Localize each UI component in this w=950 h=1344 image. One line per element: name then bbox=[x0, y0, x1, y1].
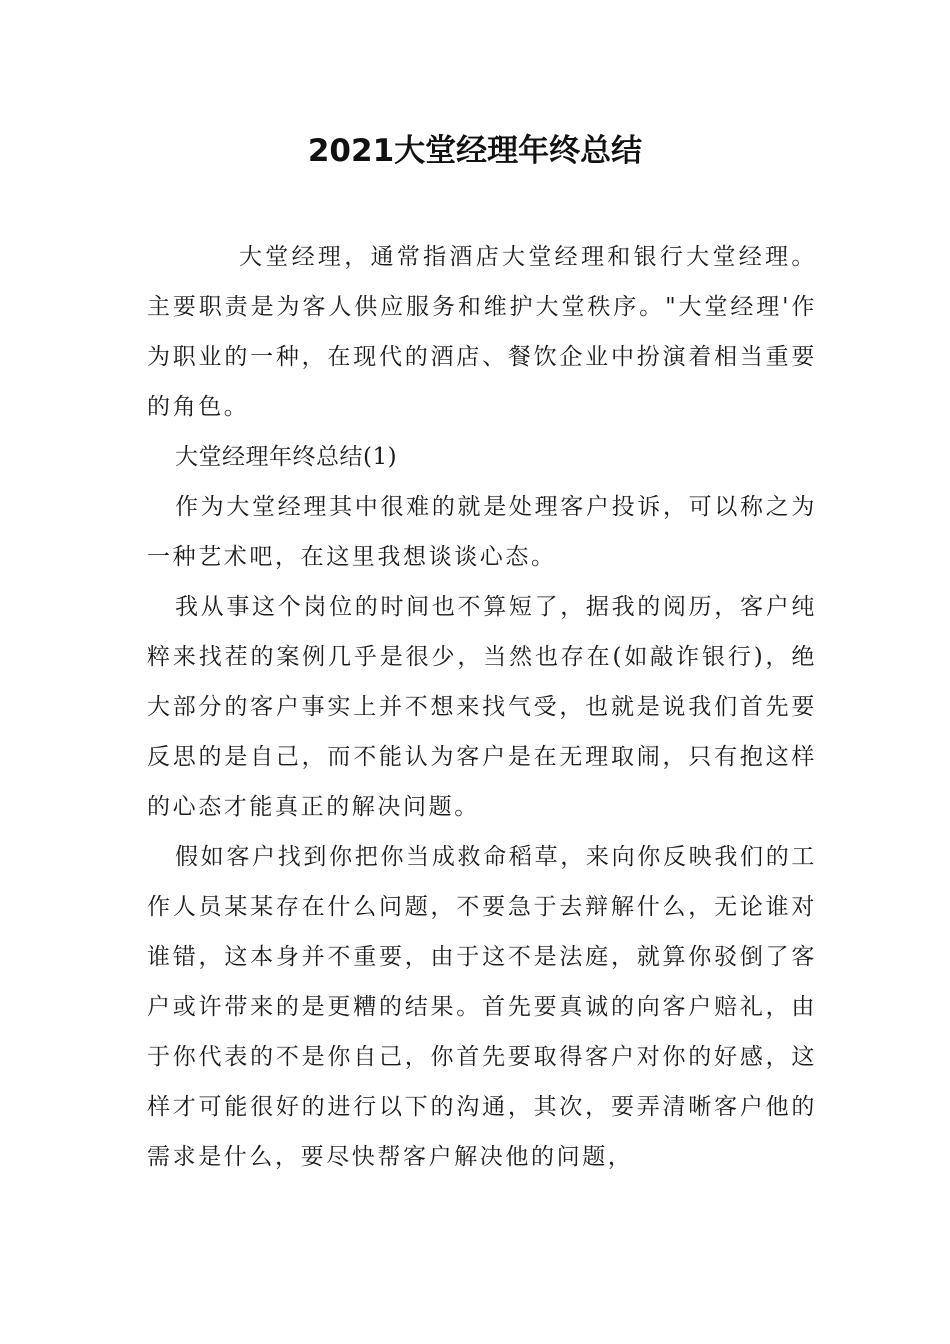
document-body bbox=[147, 232, 817, 1182]
section-heading: 大堂经理年终总结(1) bbox=[175, 444, 398, 470]
body-paragraph: 作为大堂经理其中很难的就是处理客户投诉，可以称之为一种艺术吧，在这里我想谈谈心态。 bbox=[147, 494, 817, 570]
body-paragraph: 假如客户找到你把你当成救命稻草，来向你反映我们的工作人员某某存在什么问题，不要急于去辩解什么，无论谁对谁错，这本身并不重要，由于这不是法庭，就算你驳倒了客户或许带来的是更糟的结果。首先要真诚的向客户赔礼，由于你代表的不是你自己，你首先要取得客户对你的好感，这样才可能很好的进行以下的沟通，其次，要弄清晰客户他的需求是什么，要尽快帮客户解决他的问题， bbox=[147, 844, 817, 1170]
intro-paragraph: 大堂经理，通常指酒店大堂经理和银行大堂经理。主要职责是为客人供应服务和维护大堂秩序。"大堂经理'作为职业的一种，在现代的酒店、餐饮企业中扮演着相当重要的角色。 bbox=[147, 244, 817, 420]
document-title: 2021大堂经理年终总结 bbox=[307, 133, 643, 169]
body-paragraph: 我从事这个岗位的时间也不算短了，据我的阅历，客户纯粹来找茬的案例几乎是很少，当然也存在(如敲诈银行)，绝大部分的客户事实上并不想来找气受，也就是说我们首先要反思的是自己，而不能认为客户是在无理取闹，只有抱这样的心态才能真正的解决问题。 bbox=[147, 594, 817, 820]
